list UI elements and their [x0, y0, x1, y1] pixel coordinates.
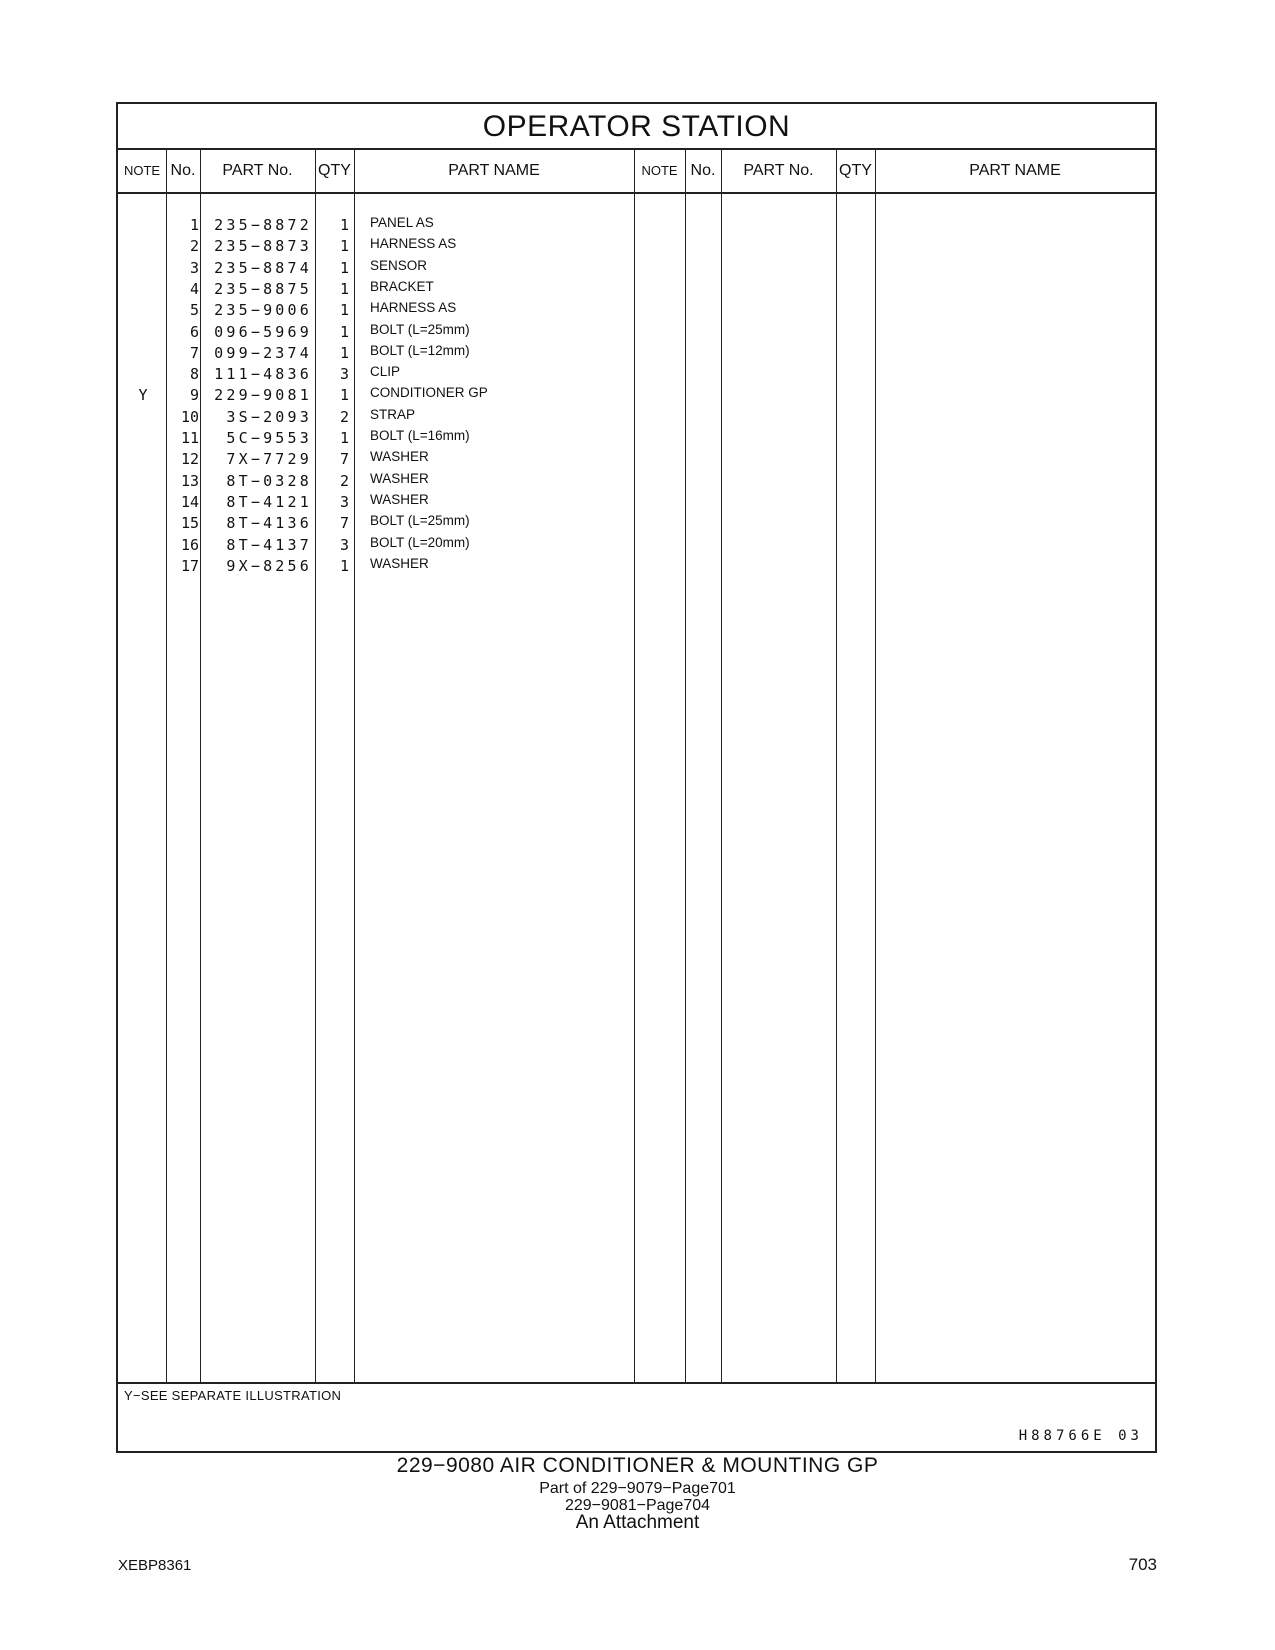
footnote: Y−SEE SEPARATE ILLUSTRATION [124, 1388, 342, 1403]
table-row [118, 342, 1155, 364]
part-name-cell: BOLT (L=20mm) [370, 534, 470, 550]
part-number-cell: 8T−0328 [226, 471, 312, 490]
item-number-cell: 7 [189, 343, 199, 362]
header-part-no-left: PART No. [222, 162, 293, 179]
part-name-cell: WASHER [370, 491, 429, 507]
quantity-cell: 1 [339, 429, 349, 447]
section-title: OPERATOR STATION [118, 104, 1155, 150]
part-name-cell: CLIP [370, 364, 401, 380]
note-cell: Y [138, 386, 148, 405]
header-part-name-left: PART NAME [448, 162, 540, 179]
part-number-cell: 5C−9553 [226, 429, 312, 447]
caption-attachment: An Attachment [575, 1512, 700, 1533]
quantity-cell: 1 [339, 301, 349, 320]
part-number-cell: 099−2374 [214, 343, 312, 362]
item-number-cell: 12 [180, 450, 199, 469]
part-number-cell: 229−9081 [214, 386, 312, 405]
part-number-cell: 7X−7729 [226, 450, 312, 469]
part-number-cell: 235−9006 [214, 301, 312, 320]
table-row [118, 214, 1155, 236]
quantity-cell: 1 [339, 343, 349, 362]
quantity-cell: 1 [339, 556, 349, 575]
table-body-divider [118, 1382, 1155, 1384]
header-part-name-right: PART NAME [969, 162, 1061, 179]
table-header [118, 150, 1155, 194]
part-name-cell: BOLT (L=25mm) [370, 321, 470, 337]
part-number-cell: 235−8875 [214, 279, 312, 298]
table-row [118, 470, 1155, 492]
header-no-right: No. [690, 162, 716, 179]
item-number-cell: 17 [180, 556, 199, 575]
item-number-cell: 16 [180, 535, 199, 554]
part-number-cell: 096−5969 [214, 322, 312, 341]
part-number-cell: 3S−2093 [226, 407, 312, 426]
table-row [118, 257, 1155, 279]
table-row [118, 448, 1155, 470]
document-id: XEBP8361 [118, 1557, 192, 1574]
item-number-cell: 1 [189, 216, 199, 234]
illustration-code: H88766E 03 [1018, 1428, 1143, 1444]
caption-title: 229−9080 AIR CONDITIONER & MOUNTING GP [396, 1454, 879, 1477]
item-number-cell: 8 [189, 365, 199, 384]
header-note-left: NOTE [123, 163, 161, 178]
quantity-cell: 1 [339, 237, 349, 256]
table-row [118, 299, 1155, 321]
part-number-cell: 8T−4121 [226, 492, 312, 511]
table-row [118, 278, 1155, 300]
item-number-cell: 15 [180, 514, 199, 533]
part-number-cell: 235−8874 [214, 258, 312, 277]
part-number-cell: 111−4836 [214, 365, 312, 384]
caption-part-of: Part of 229−9079−Page701 [539, 1480, 736, 1497]
quantity-cell: 1 [339, 386, 349, 405]
item-number-cell: 13 [180, 471, 199, 490]
item-number-cell: 5 [189, 301, 199, 320]
part-name-cell: WASHER [370, 449, 429, 465]
part-name-cell: WASHER [370, 470, 429, 486]
item-number-cell: 14 [180, 492, 199, 511]
quantity-cell: 7 [339, 450, 349, 469]
table-row [118, 384, 1155, 406]
quantity-cell: 2 [339, 471, 349, 490]
part-name-cell: SENSOR [370, 257, 428, 273]
table-row [118, 427, 1155, 449]
quantity-cell: 7 [339, 514, 349, 533]
table-row [118, 235, 1155, 257]
part-number-cell: 8T−4137 [226, 535, 312, 554]
part-name-cell: BOLT (L=25mm) [370, 513, 470, 529]
quantity-cell: 3 [339, 365, 349, 384]
part-number-cell: 8T−4136 [226, 514, 312, 533]
quantity-cell: 1 [339, 279, 349, 298]
header-qty-left: QTY [318, 162, 351, 179]
item-number-cell: 4 [189, 279, 199, 298]
quantity-cell: 2 [339, 407, 349, 426]
table-row [118, 555, 1155, 577]
table-row [118, 512, 1155, 534]
part-name-cell: WASHER [370, 555, 429, 571]
table-row [118, 534, 1155, 556]
part-name-cell: BOLT (L=12mm) [370, 342, 470, 358]
part-name-cell: PANEL AS [370, 215, 434, 230]
header-note-right: NOTE [641, 163, 678, 178]
table-row [118, 491, 1155, 513]
quantity-cell: 1 [339, 216, 349, 234]
item-number-cell: 10 [180, 407, 199, 426]
table-row [118, 406, 1155, 428]
item-number-cell: 3 [189, 258, 199, 277]
header-no-left: No. [170, 162, 196, 179]
item-number-cell: 11 [180, 429, 199, 447]
table-row [118, 321, 1155, 343]
part-number-cell: 235−8872 [214, 216, 312, 234]
part-name-cell: CONDITIONER GP [370, 385, 488, 401]
part-name-cell: STRAP [370, 406, 416, 422]
quantity-cell: 1 [339, 258, 349, 277]
header-part-no-right: PART No. [743, 162, 814, 179]
table-row [118, 363, 1155, 385]
item-number-cell: 6 [189, 322, 199, 341]
item-number-cell: 9 [189, 386, 199, 405]
part-number-cell: 235−8873 [214, 237, 312, 256]
quantity-cell: 3 [339, 535, 349, 554]
page-number: 703 [1128, 1555, 1157, 1574]
part-name-cell: HARNESS AS [370, 236, 457, 252]
part-name-cell: BRACKET [370, 278, 434, 294]
item-number-cell: 2 [189, 237, 199, 256]
part-name-cell: BOLT (L=16mm) [370, 428, 470, 443]
part-name-cell: HARNESS AS [370, 300, 457, 316]
quantity-cell: 1 [339, 322, 349, 341]
part-number-cell: 9X−8256 [226, 556, 312, 575]
header-qty-right: QTY [839, 162, 872, 179]
parts-table [116, 102, 1157, 1453]
caption-reference: 229−9081−Page704 [564, 1497, 711, 1514]
quantity-cell: 3 [339, 492, 349, 511]
